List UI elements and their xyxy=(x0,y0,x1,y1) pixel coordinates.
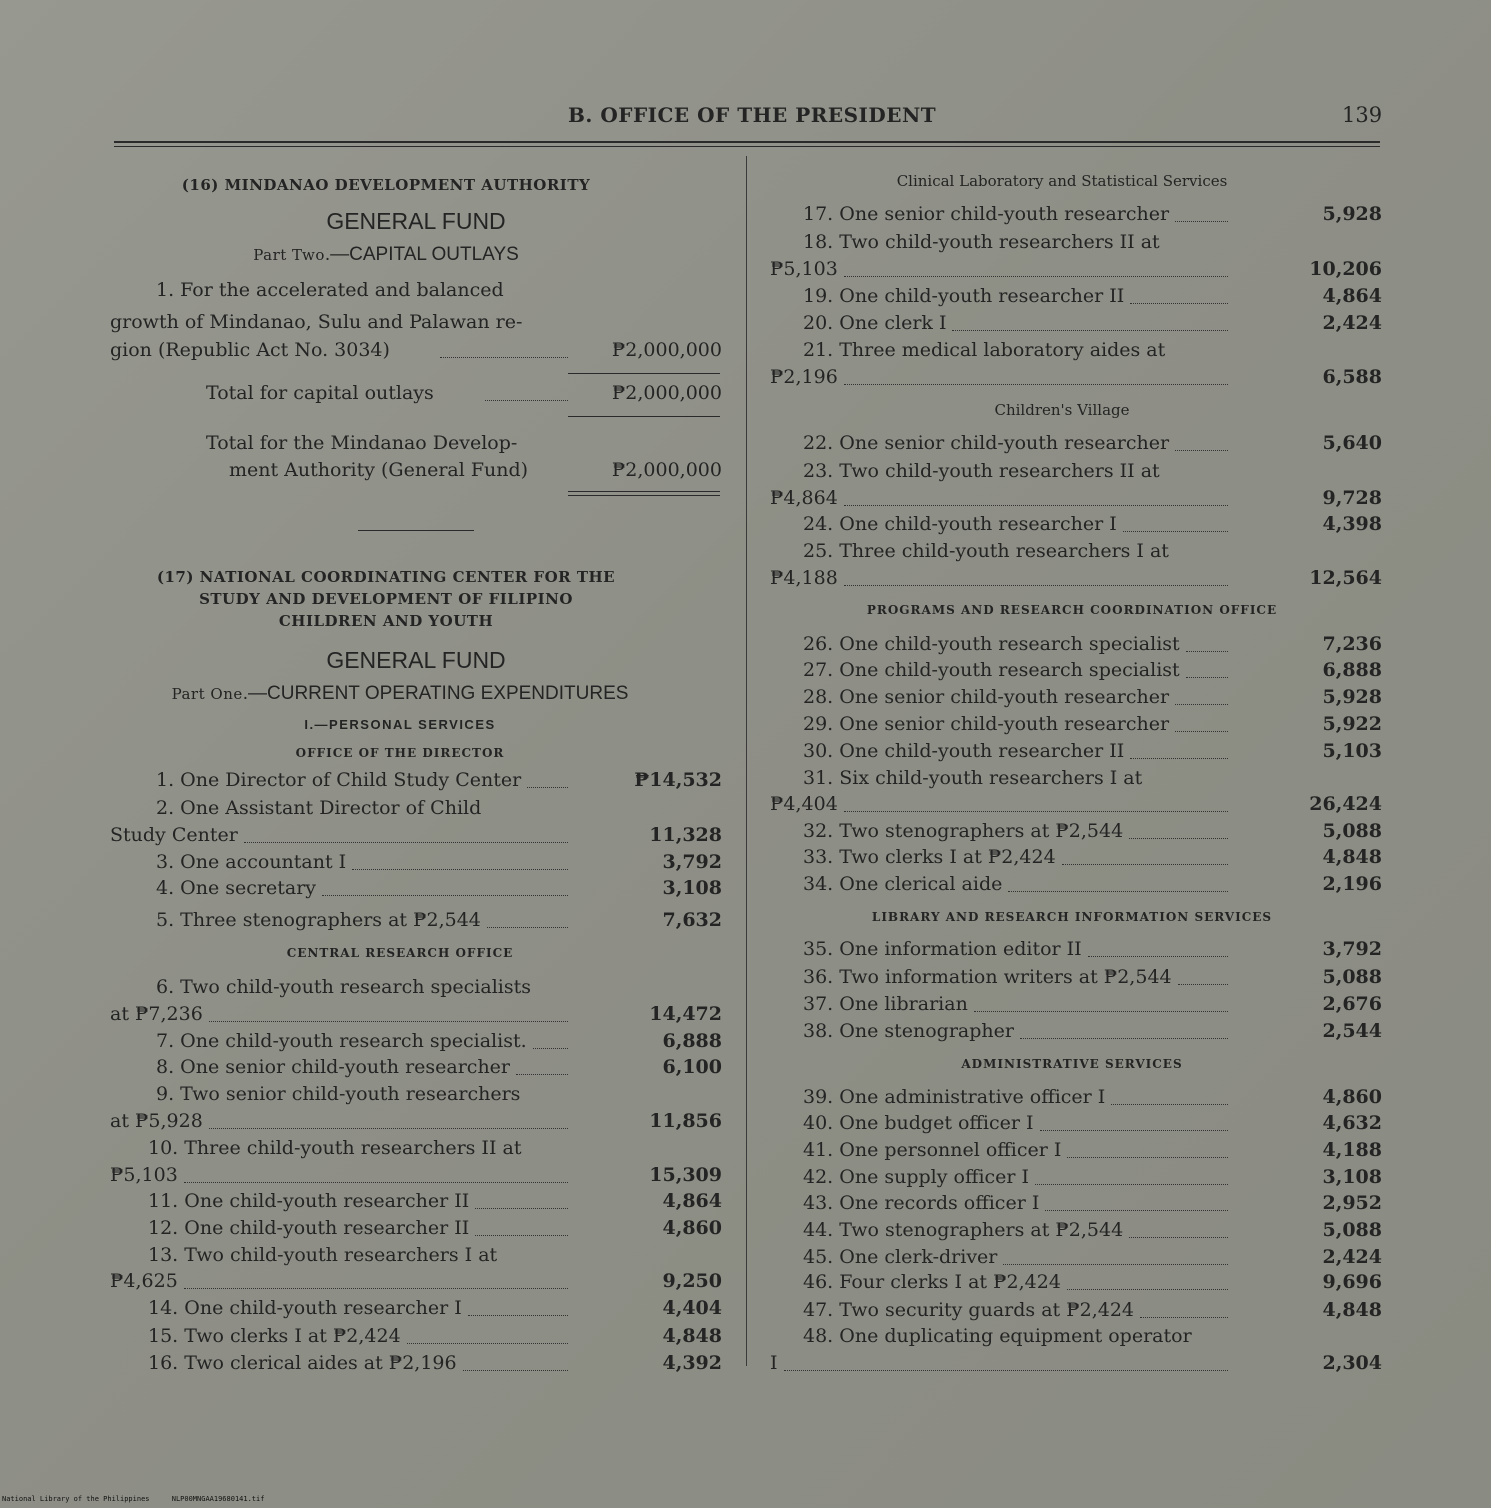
item-text: 46. Four clerks I at ₱2,424 xyxy=(803,1271,1061,1293)
right-item-row xyxy=(770,567,1382,593)
right-item-row xyxy=(770,1299,1382,1325)
dot-leader xyxy=(844,384,1228,385)
item-text: 22. One senior child-youth researcher xyxy=(803,432,1170,454)
item-text: 43. One records officer I xyxy=(803,1192,1040,1214)
item-text: 16. Two clerical aides at ₱2,196 xyxy=(148,1352,457,1374)
left-item-row xyxy=(110,1056,722,1082)
dot-leader xyxy=(1067,1157,1228,1158)
item-text: 6. Two child-youth research specialists xyxy=(156,976,531,998)
item-amount: ₱14,532 xyxy=(634,769,722,791)
personal-services-heading: I.—PERSONAL SERVICES xyxy=(304,717,496,732)
item-text: 7. One child-youth research specialist. xyxy=(156,1030,527,1052)
item-text: 29. One senior child-youth researcher xyxy=(803,713,1170,735)
dot-leader xyxy=(184,1182,568,1183)
dot-leader xyxy=(1130,758,1228,759)
left-item-row xyxy=(110,1083,722,1109)
item-amount: 4,860 xyxy=(662,1217,722,1239)
item-amount: 7,632 xyxy=(662,909,722,931)
dot-leader xyxy=(352,869,568,870)
dot-leader xyxy=(244,842,568,843)
item-text: 11. One child-youth researcher II xyxy=(148,1190,470,1212)
section-17-part: Part One.—CURRENT OPERATING EXPENDITURES xyxy=(171,683,629,704)
item-amount: 3,108 xyxy=(1322,1166,1382,1188)
dot-leader xyxy=(1045,1210,1228,1211)
dot-leader xyxy=(1175,704,1228,705)
item-text: 45. One clerk-driver xyxy=(803,1246,998,1268)
dot-leader xyxy=(1088,956,1228,957)
left-item-row xyxy=(110,1030,722,1056)
right-item-row xyxy=(770,767,1382,793)
right-item-row xyxy=(770,1219,1382,1245)
dot-leader xyxy=(475,1208,568,1209)
item-amount: 9,696 xyxy=(1322,1271,1382,1293)
right-item-row xyxy=(770,487,1382,513)
dot-leader xyxy=(209,1021,568,1022)
item-text: 38. One stenographer xyxy=(803,1020,1014,1042)
dot-leader xyxy=(1129,1237,1228,1238)
item-amount: 4,188 xyxy=(1322,1139,1382,1161)
dot-leader xyxy=(1008,891,1228,892)
item-text: 13. Two child-youth researchers I at xyxy=(148,1244,498,1266)
item-text: ₱5,103 xyxy=(770,258,838,280)
item-text: 3. One accountant I xyxy=(156,851,347,873)
office-director-heading: OFFICE OF THE DIRECTOR xyxy=(295,746,505,760)
dot-leader xyxy=(1186,677,1228,678)
left-item-row xyxy=(110,824,722,850)
dot-leader xyxy=(1111,1104,1228,1105)
header-rule-thin xyxy=(114,146,1380,147)
dot-leader xyxy=(784,1370,1228,1371)
item-amount: 4,404 xyxy=(662,1297,722,1319)
right-item-row xyxy=(770,633,1382,659)
section-16-fund: GENERAL FUND xyxy=(326,208,506,234)
dot-leader xyxy=(1035,1184,1228,1185)
item-text: ₱5,103 xyxy=(110,1164,178,1186)
dot-leader xyxy=(844,505,1228,506)
dot-leader xyxy=(1003,1264,1228,1265)
dot-leader xyxy=(527,787,568,788)
item-amount: 2,196 xyxy=(1322,873,1382,895)
dot-leader xyxy=(1040,1130,1228,1131)
item-text: 37. One librarian xyxy=(803,993,968,1015)
item-amount: 2,544 xyxy=(1322,1020,1382,1042)
dot-leader xyxy=(322,895,568,896)
right-item-row xyxy=(770,873,1382,899)
item-text: 17. One senior child-youth researcher xyxy=(803,203,1170,225)
item-text: 1. One Director of Child Study Center xyxy=(156,769,522,791)
item-text: 4. One secretary xyxy=(156,877,317,899)
item-amount: 10,206 xyxy=(1309,258,1382,280)
header-rule xyxy=(114,141,1380,143)
item-text: 39. One administrative officer I xyxy=(803,1086,1106,1108)
right-item-row xyxy=(770,1352,1382,1378)
item-amount: 5,640 xyxy=(1322,432,1382,454)
item-amount: 11,328 xyxy=(649,824,722,846)
s16-item-1-line-2: growth of Mindanao, Sulu and Palawan re- xyxy=(110,311,523,333)
childrens-village-heading: Children's Village xyxy=(994,401,1130,419)
right-item-row xyxy=(770,339,1382,365)
item-amount: 14,472 xyxy=(649,1003,722,1025)
right-item-row xyxy=(770,686,1382,712)
item-text: 10. Three child-youth researchers II at xyxy=(148,1137,522,1159)
item-amount: 2,304 xyxy=(1322,1352,1382,1374)
item-amount: 5,922 xyxy=(1322,713,1382,735)
item-amount: 5,928 xyxy=(1322,203,1382,225)
item-text: 36. Two information writers at ₱2,544 xyxy=(803,966,1172,988)
right-item-row xyxy=(770,258,1382,284)
right-item-row xyxy=(770,231,1382,257)
item-text: 15. Two clerks I at ₱2,424 xyxy=(148,1325,401,1347)
right-item-row xyxy=(770,1246,1382,1272)
item-amount: 4,398 xyxy=(1322,513,1382,535)
left-item-row xyxy=(110,1352,722,1378)
right-item-row xyxy=(770,820,1382,846)
running-head xyxy=(0,103,1491,133)
item-text: ₱4,625 xyxy=(110,1270,178,1292)
item-amount: 5,928 xyxy=(1322,686,1382,708)
item-amount: 6,888 xyxy=(1322,659,1382,681)
dot-leader xyxy=(475,1235,568,1236)
column-divider xyxy=(746,156,747,1366)
s16-total-authority-line-1: Total for the Mindanao Develop- xyxy=(206,432,518,454)
left-item-row xyxy=(110,769,722,795)
item-amount: 11,856 xyxy=(649,1110,722,1132)
item-amount: 5,088 xyxy=(1322,966,1382,988)
item-amount: 2,676 xyxy=(1322,993,1382,1015)
item-text: 41. One personnel officer I xyxy=(803,1139,1062,1161)
programs-heading: PROGRAMS AND RESEARCH COORDINATION OFFICE xyxy=(866,603,1278,617)
right-item-row xyxy=(770,540,1382,566)
dot-leader xyxy=(952,330,1228,331)
section-17-title-2: STUDY AND DEVELOPMENT OF FILIPINO xyxy=(199,590,573,608)
right-item-row xyxy=(770,312,1382,338)
item-text: 2. One Assistant Director of Child xyxy=(156,797,482,819)
footer-file: NLP00MNGAA19680141.tif xyxy=(171,1495,265,1503)
item-text: 8. One senior child-youth researcher xyxy=(156,1056,511,1078)
s16-total-capital: Total for capital outlays ₱2,000,000 xyxy=(206,382,722,404)
dot-leader xyxy=(516,1074,568,1075)
right-item-row xyxy=(770,1166,1382,1192)
right-item-row xyxy=(770,513,1382,539)
left-item-row xyxy=(110,1270,722,1296)
item-amount: 2,424 xyxy=(1322,1246,1382,1268)
right-item-row xyxy=(770,993,1382,1019)
dot-leader xyxy=(1123,531,1228,532)
item-amount: 4,848 xyxy=(1322,846,1382,868)
item-text: 34. One clerical aide xyxy=(803,873,1003,895)
left-item-row xyxy=(110,1110,722,1136)
left-item-row xyxy=(110,1164,722,1190)
item-text: 35. One information editor II xyxy=(803,938,1082,960)
right-item-row xyxy=(770,713,1382,739)
right-item-row xyxy=(770,1325,1382,1351)
item-text: 28. One senior child-youth researcher xyxy=(803,686,1170,708)
item-amount: 15,309 xyxy=(649,1164,722,1186)
item-amount: 4,392 xyxy=(662,1352,722,1374)
right-item-row xyxy=(770,659,1382,685)
page-number: 139 xyxy=(1342,103,1383,127)
right-item-row xyxy=(770,966,1382,992)
dot-leader xyxy=(844,585,1228,586)
section-16-title: (16) MINDANAO DEVELOPMENT AUTHORITY xyxy=(181,176,591,194)
item-amount: 5,103 xyxy=(1322,740,1382,762)
central-research-heading: CENTRAL RESEARCH OFFICE xyxy=(286,946,514,960)
dot-leader xyxy=(468,1315,568,1316)
right-item-row xyxy=(770,846,1382,872)
left-item-row xyxy=(110,1325,722,1351)
s16-item-1-line-1: 1. For the accelerated and balanced xyxy=(156,279,504,301)
dot-leader xyxy=(844,276,1228,277)
item-text: 32. Two stenographers at ₱2,544 xyxy=(803,820,1124,842)
dot-leader xyxy=(1067,1289,1228,1290)
item-text: 12. One child-youth researcher II xyxy=(148,1217,470,1239)
section-17-title-3: CHILDREN AND YOUTH xyxy=(278,612,494,630)
item-text: 40. One budget officer I xyxy=(803,1112,1034,1134)
item-text: ₱4,864 xyxy=(770,487,838,509)
item-amount: 6,888 xyxy=(662,1030,722,1052)
section-17-title-1: (17) NATIONAL COORDINATING CENTER FOR THE xyxy=(156,568,616,586)
dot-leader xyxy=(1129,838,1228,839)
right-item-row xyxy=(770,285,1382,311)
left-item-row xyxy=(110,1137,722,1163)
dot-leader xyxy=(487,927,568,928)
item-text: 23. Two child-youth researchers II at xyxy=(803,460,1160,482)
item-amount: 4,864 xyxy=(662,1190,722,1212)
item-text: 26. One child-youth research specialist xyxy=(803,633,1180,655)
left-item-row xyxy=(110,1217,722,1243)
dot-leader xyxy=(533,1048,568,1049)
footer-library: National Library of the Philippines xyxy=(2,1495,150,1503)
right-item-row xyxy=(770,1192,1382,1218)
item-text: 24. One child-youth researcher I xyxy=(803,513,1117,535)
item-text: ₱2,196 xyxy=(770,366,838,388)
section-16-part: Part Two.—CAPITAL OUTLAYS xyxy=(253,244,519,265)
item-text: 27. One child-youth research specialist xyxy=(803,659,1180,681)
left-item-row xyxy=(110,976,722,1002)
item-amount: 3,108 xyxy=(662,877,722,899)
item-text: ₱4,404 xyxy=(770,793,838,815)
clinical-heading: Clinical Laboratory and Statistical Services xyxy=(896,172,1228,190)
section-17-fund: GENERAL FUND xyxy=(326,647,506,673)
dot-leader xyxy=(209,1128,568,1129)
right-item-row xyxy=(770,366,1382,392)
item-text: 9. Two senior child-youth researchers xyxy=(156,1083,521,1105)
left-item-row xyxy=(110,1190,722,1216)
item-text: at ₱5,928 xyxy=(110,1110,203,1132)
item-amount: 9,250 xyxy=(662,1270,722,1292)
dot-leader xyxy=(1020,1038,1228,1039)
item-text: 44. Two stenographers at ₱2,544 xyxy=(803,1219,1124,1241)
right-item-row xyxy=(770,432,1382,458)
left-item-row xyxy=(110,1244,722,1270)
dot-leader xyxy=(1186,651,1228,652)
item-amount: 7,236 xyxy=(1322,633,1382,655)
right-item-row xyxy=(770,793,1382,819)
item-text: 30. One child-youth researcher II xyxy=(803,740,1125,762)
right-item-row xyxy=(770,1271,1382,1297)
right-item-row xyxy=(770,1139,1382,1165)
dot-leader xyxy=(1175,731,1228,732)
dot-leader xyxy=(1062,864,1228,865)
right-item-row xyxy=(770,1020,1382,1046)
item-amount: 12,564 xyxy=(1309,567,1382,589)
item-text: 47. Two security guards at ₱2,424 xyxy=(803,1299,1135,1321)
right-item-row xyxy=(770,1112,1382,1138)
left-item-row xyxy=(110,1297,722,1323)
left-item-row xyxy=(110,797,722,823)
item-amount: 2,424 xyxy=(1322,312,1382,334)
s16-item-1-line-3: gion (Republic Act No. 3034) ₱2,000,000 xyxy=(110,339,722,361)
dot-leader xyxy=(1140,1317,1228,1318)
item-amount: 4,864 xyxy=(1322,285,1382,307)
item-amount: 5,088 xyxy=(1322,1219,1382,1241)
dot-leader xyxy=(1130,303,1228,304)
left-item-row xyxy=(110,877,722,903)
s16-total-authority-line-2: ment Authority (General Fund) ₱2,000,000 xyxy=(229,459,722,481)
item-text: I xyxy=(770,1352,778,1374)
right-item-row xyxy=(770,1086,1382,1112)
library-heading: LIBRARY AND RESEARCH INFORMATION SERVICES xyxy=(871,910,1273,924)
scan-footer xyxy=(2,1495,282,1503)
dot-leader xyxy=(463,1370,568,1371)
item-text: 25. Three child-youth researchers I at xyxy=(803,540,1169,562)
dot-leader xyxy=(407,1343,568,1344)
item-amount: 6,100 xyxy=(662,1056,722,1078)
page-title: B. OFFICE OF THE PRESIDENT xyxy=(568,103,937,127)
item-text: Study Center xyxy=(110,824,238,846)
item-text: 20. One clerk I xyxy=(803,312,947,334)
item-amount: 3,792 xyxy=(662,851,722,873)
item-text: ₱4,188 xyxy=(770,567,838,589)
section-separator xyxy=(358,530,474,531)
dot-leader xyxy=(1175,450,1228,451)
left-item-row xyxy=(110,1003,722,1029)
item-amount: 4,848 xyxy=(662,1325,722,1347)
item-amount: 3,792 xyxy=(1322,938,1382,960)
item-text: 18. Two child-youth researchers II at xyxy=(803,231,1160,253)
dot-leader xyxy=(1178,984,1228,985)
item-amount: 4,860 xyxy=(1322,1086,1382,1108)
item-amount: 5,088 xyxy=(1322,820,1382,842)
administrative-heading: ADMINISTRATIVE SERVICES xyxy=(961,1057,1183,1071)
dot-leader xyxy=(1175,221,1228,222)
item-text: at ₱7,236 xyxy=(110,1003,203,1025)
right-item-row xyxy=(770,938,1382,964)
item-text: 33. Two clerks I at ₱2,424 xyxy=(803,846,1056,868)
dot-leader xyxy=(184,1288,568,1289)
item-text: 21. Three medical laboratory aides at xyxy=(803,339,1166,361)
item-amount: 26,424 xyxy=(1309,793,1382,815)
left-item-row xyxy=(110,909,722,935)
item-text: 31. Six child-youth researchers I at xyxy=(803,767,1143,789)
item-amount: 6,588 xyxy=(1322,366,1382,388)
item-text: 14. One child-youth researcher I xyxy=(148,1297,462,1319)
right-item-row xyxy=(770,740,1382,766)
right-item-row xyxy=(770,203,1382,229)
dot-leader xyxy=(844,811,1228,812)
item-text: 5. Three stenographers at ₱2,544 xyxy=(156,909,481,931)
item-amount: 4,632 xyxy=(1322,1112,1382,1134)
item-amount: 4,848 xyxy=(1322,1299,1382,1321)
dot-leader xyxy=(974,1011,1228,1012)
item-text: 48. One duplicating equipment operator xyxy=(803,1325,1192,1347)
item-amount: 9,728 xyxy=(1322,487,1382,509)
item-text: 42. One supply officer I xyxy=(803,1166,1030,1188)
item-amount: 2,952 xyxy=(1322,1192,1382,1214)
right-item-row xyxy=(770,460,1382,486)
item-text: 19. One child-youth researcher II xyxy=(803,285,1125,307)
left-item-row xyxy=(110,851,722,877)
